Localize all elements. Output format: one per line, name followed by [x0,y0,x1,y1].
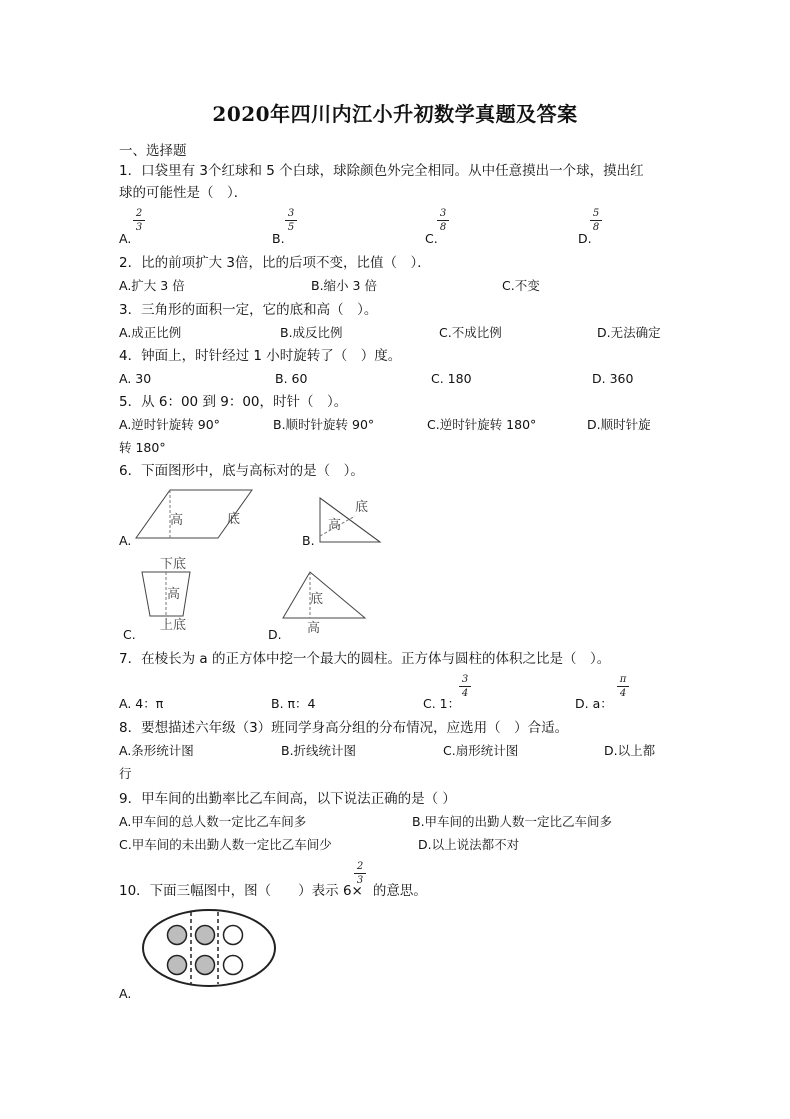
q8-option-d: D.以上都 [604,743,656,758]
q6-d-base-label: 底 [310,592,324,607]
q6-figures [0,486,790,646]
question-10-text-pre: 10．下面三幅图中，图（ ）表示 6× [119,883,363,899]
q3-option-d: D.无法确定 [597,325,661,340]
q1-option-a: A. [119,231,132,246]
q6-figure-a-parallelogram [136,490,252,538]
q5-option-d: D.顺时针旋 [587,417,651,432]
q6-c-bottom-label: 上底 [160,618,187,633]
question-1-line-1: 1．口袋里有 3个红球和 5 个白球，球除颜色外完全相同。从中任意摸出一个球，摸出红 [119,163,644,179]
q9-option-c: C.甲车间的未出勤人数一定比乙车间少 [119,837,332,852]
q9-option-b: B.甲车间的出勤人数一定比乙车间多 [412,814,613,829]
q7-fraction-c: $\frac{3}{4}$ [459,674,471,699]
question-9: 9．甲车间的出勤率比乙车间高，以下说法正确的是（ ） [119,791,456,807]
q9-option-d: D.以上说法都不对 [418,837,520,852]
q3-option-b: B.成反比例 [280,325,343,340]
q6-d-height-label: 高 [307,621,321,636]
q10-empty-circle [224,926,243,945]
q10-shaded-circle [196,956,215,975]
question-10 [119,882,427,900]
q8-option-b: B.折线统计图 [281,743,357,758]
question-6: 6．下面图形中，底与高标对的是（ ）。 [119,463,364,479]
q10-empty-circle [224,956,243,975]
question-4: 4．钟面上，时针经过 1 小时旋转了（ ）度。 [119,348,402,364]
q4-option-d: D. 360 [592,371,634,386]
section-heading: 一、选择题 [119,143,187,159]
q10-shaded-circle [168,926,187,945]
q1-fraction-d: $\frac{5}{8}$ [590,208,602,233]
q10-figure-a-circles [139,906,279,990]
q7-option-d: D. a： [575,696,613,711]
q9-option-a: A.甲车间的总人数一定比乙车间多 [119,814,307,829]
q5-option-b: B.顺时针旋转 90° [273,417,375,432]
q1-option-d: D. [578,231,592,246]
question-2: 2．比的前项扩大 3倍，比的后项不变，比值（ ）． [119,255,431,271]
q7-option-c: C. 1： [423,696,461,711]
q6-option-a: A. [119,533,132,548]
question-1-line-2: 球的可能性是（ ）． [119,185,248,201]
q4-option-b: B. 60 [275,371,308,386]
q6-option-c: C. [123,627,136,642]
question-10-text-post: 的意思。 [372,883,427,899]
q10-fraction: $\frac{2}{3}$ [354,861,366,886]
q6-figure-c-trapezoid [142,556,190,633]
q5-option-a: A.逆时针旋转 90° [119,417,220,432]
q6-a-base-label: 底 [227,512,241,527]
q1-option-b: B. [272,231,285,246]
q6-b-base-label: 底 [355,500,369,515]
q3-option-c: C.不成比例 [439,325,502,340]
q1-option-c: C. [425,231,438,246]
q6-figure-b-triangle [320,498,380,542]
q8-option-d-continued: 行 [119,766,132,781]
q5-option-d-continued: 转 180° [119,440,166,455]
q7-fraction-d: $\frac{\pi}{4}$ [617,674,629,699]
question-7: 7．在棱长为 a 的正方体中挖一个最大的圆柱。正方体与圆柱的体积之比是（ ）。 [119,651,611,667]
q10-option-a: A. [119,986,132,1001]
q1-fraction-c: $\frac{3}{8}$ [437,208,449,233]
q10-shaded-circle [168,956,187,975]
q6-a-height-label: 高 [170,513,184,528]
q6-b-height-label: 高 [328,518,342,533]
q6-option-d: D. [268,627,282,642]
q8-option-a: A.条形统计图 [119,743,194,758]
q6-c-top-label: 下底 [160,557,187,572]
q6-option-b: B. [302,533,315,548]
question-8: 8．要想描述六年级（3）班同学身高分组的分布情况，应选用（ ）合适。 [119,720,569,736]
q4-option-c: C. 180 [431,371,472,386]
q1-fraction-b: $\frac{3}{5}$ [285,208,297,233]
q2-option-c: C.不变 [502,278,540,293]
q1-fraction-a: $\frac{2}{3}$ [133,208,145,233]
q4-option-a: A. 30 [119,371,152,386]
page-title: 2020年四川内江小升初数学真题及答案 [212,102,578,126]
q2-option-a: A.扩大 3 倍 [119,278,185,293]
q10-shaded-circle [196,926,215,945]
q6-figure-d-triangle [283,572,365,636]
q8-option-c: C.扇形统计图 [443,743,519,758]
question-3: 3．三角形的面积一定，它的底和高（ ）。 [119,302,378,318]
q3-option-a: A.成正比例 [119,325,182,340]
q7-option-a: A. 4：π [119,696,164,711]
q6-c-height-label: 高 [167,587,181,602]
q2-option-b: B.缩小 3 倍 [311,278,377,293]
question-5: 5．从 6：00 到 9：00，时针（ ）。 [119,394,348,410]
q5-option-c: C.逆时针旋转 180° [427,417,537,432]
q7-option-b: B. π：4 [271,696,316,711]
